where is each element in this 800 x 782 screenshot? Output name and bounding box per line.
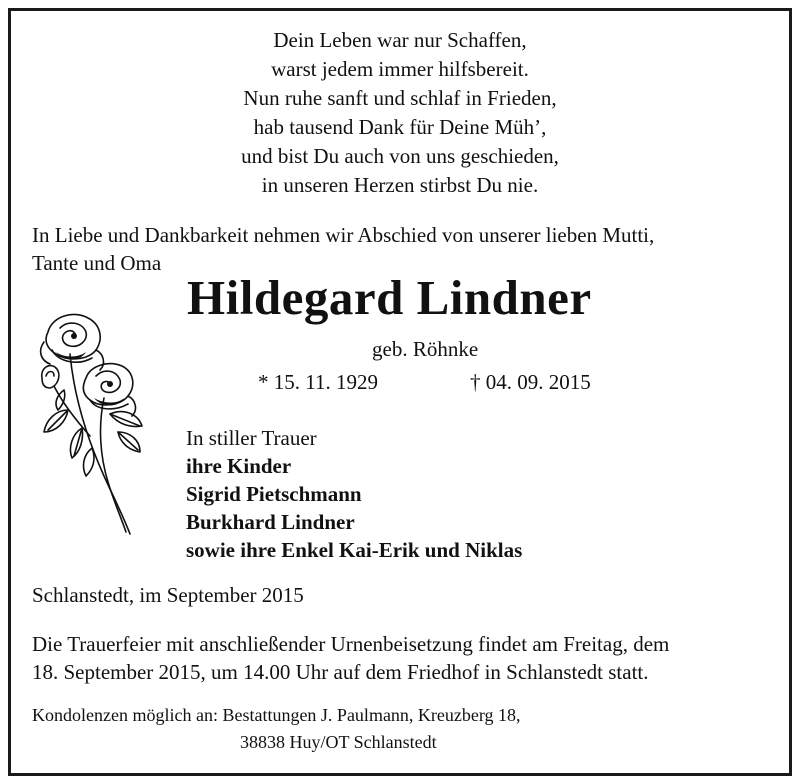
funeral-info-line-1: Die Trauerfeier mit anschließender Urnenbeisetzung findet am Freitag, dem <box>32 632 670 656</box>
place-and-date: Schlanstedt, im September 2015 <box>32 583 304 607</box>
poem-line: warst jedem immer hilfsbereit. <box>271 57 529 81</box>
intro-line-2: Tante und Oma <box>32 251 162 275</box>
mourner-line: Sigrid Pietschmann <box>186 482 362 506</box>
poem-line: Dein Leben war nur Schaffen, <box>273 28 527 52</box>
condolences-line-1: Kondolenzen möglich an: Bestattungen J. Paulmann, Kreuzberg 18, <box>32 705 521 725</box>
deceased-name: Hildegard Lindner <box>187 270 592 325</box>
birth-date: * 15. 11. 1929 <box>258 370 378 394</box>
roses-illustration-icon <box>34 306 146 538</box>
poem-line: und bist Du auch von uns geschieden, <box>241 144 559 168</box>
death-date: † 04. 09. 2015 <box>470 370 591 394</box>
intro-line-1: In Liebe und Dankbarkeit nehmen wir Abschied von unserer lieben Mutti, <box>32 223 655 247</box>
funeral-info-line-2: 18. September 2015, um 14.00 Uhr auf dem Friedhof in Schlanstedt statt. <box>32 660 649 684</box>
mourners-heading: In stiller Trauer <box>186 426 317 450</box>
poem-line: hab tausend Dank für Deine Müh’, <box>253 115 547 139</box>
memorial-poem <box>0 26 800 200</box>
mourner-line: ihre Kinder <box>186 454 292 478</box>
poem-line: in unseren Herzen stirbst Du nie. <box>261 173 539 197</box>
condolences-line-2: 38838 Huy/OT Schlanstedt <box>240 732 437 752</box>
mourner-line: Burkhard Lindner <box>186 510 355 534</box>
mourner-line: sowie ihre Enkel Kai-Erik und Niklas <box>186 538 523 562</box>
poem-line: Nun ruhe sanft und schlaf in Frieden, <box>243 86 557 110</box>
maiden-name: geb. Röhnke <box>372 337 479 361</box>
